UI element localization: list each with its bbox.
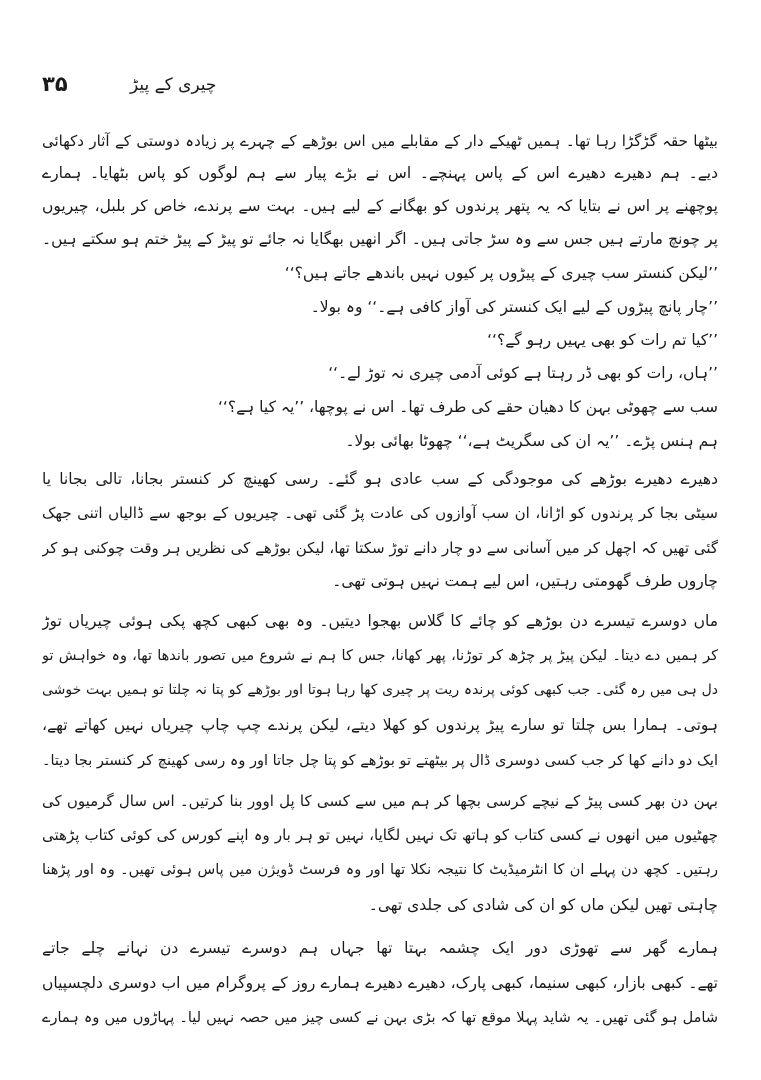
text-line: دھیرے دھیرے بوڑھے کی موجودگی کے سب عادی ہو گئے۔ رسی کھینچ کر کنستر بجانا، تالی بجانا یا — [42, 470, 718, 488]
text-line: چاہتی تھیں لیکن ماں کو ان کی شادی کی جلدی تھی۔ — [368, 896, 718, 914]
text-line: ’’چار پانچ پیڑوں کے لیے ایک کنستر کی آواز کافی ہے۔‘‘ وہ بولا۔ — [310, 298, 718, 316]
text-line: ماں دوسرے تیسرے دن بوڑھے کو چائے کا گلاس بھجوا دیتیں۔ وہ بھی کبھی کچھ پکی ہوئی چیریاں توڑ — [42, 612, 718, 630]
running-title: چیری کے پیڑ — [130, 75, 217, 95]
text-line: سب سے چھوٹی بہن کا دھیان حقے کی طرف تھا۔ اس نے پوچھا، ’’یہ کیا ہے؟‘‘ — [218, 398, 718, 416]
text-line: چاروں طرف گھومتی رہتیں، اس لیے ہمت نہیں ہوتی تھی۔ — [332, 572, 718, 590]
text-line: کر ہمیں دے دیتا۔ لیکن پیڑ پر چڑھ کر توڑنا، پھر کھانا، جس کا ہم نے شروع میں تصور باندھا تھا، وہ خواہش تو — [42, 648, 718, 664]
text-line: پر چونچ مارتے ہیں جس سے وہ سڑ جاتی ہیں۔ اگر انھیں بھگایا نہ جائے تو پیڑ کے پیڑ ختم ہو سکتے ہیں۔ — [42, 230, 718, 248]
text-line: ’’لیکن کنستر سب چیری کے پیڑوں پر کیوں نہیں باندھے جاتے ہیں؟‘‘ — [284, 264, 718, 282]
text-line: دیے۔ ہم دھیرے دھیرے اس کے پاس پہنچے۔ اس نے بڑے پیار سے ہم لوگوں کو پاس بٹھایا۔ ہمارے — [42, 164, 718, 182]
text-line: ایک دو دانے کھا کر جب کسی دوسری ڈال پر بیٹھتے تو بوڑھے کو پتا چل جاتا اور وہ رسی کھینچ کر کنستر بجا دیتا۔ — [42, 753, 718, 769]
text-line: گئی تھیں کہ اچھل کر میں آسانی سے دو چار دانے توڑ سکتا تھا، لیکن بوڑھے کی نظریں ہر وقت چوکنی ہو کر — [42, 539, 718, 557]
text-line: سیٹی بجا کر پرندوں کو اڑانا، ان سب آوازوں کی عادت پڑ گئی تھی۔ چیریوں کے بوجھ سے ڈالیاں اتنی جھک — [42, 504, 718, 522]
text-line: بہن دن بھر کسی پیڑ کے نیچے کرسی بچھا کر ہم میں سے کسی کا پل اوور بنا کرتیں۔ اس سال گرمیوں کی — [42, 792, 718, 810]
text-line: رہتیں۔ کچھ دن پہلے ان کا انٹرمیڈیٹ کا نتیجہ نکلا تھا اور وہ فرسٹ ڈویژن میں پاس ہوئی تھیں۔ وہ اور پڑھنا — [42, 862, 718, 878]
text-line: بیٹھا حقہ گڑگڑا رہا تھا۔ ہمیں ٹھیکے دار کے مقابلے میں اس بوڑھے کے چہرے پر زیادہ دوستی کے آثار دکھائی — [42, 132, 718, 150]
text-line: دل ہی میں رہ گئی۔ جب کبھی کوئی پرندہ ریت پر چیری کھا رہا ہوتا اور بوڑھے کو پتا نہ چلتا تو ہمیں بہت خوشی — [42, 682, 718, 698]
text-line: ہم ہنس پڑے۔ ’’یہ ان کی سگریٹ ہے،‘‘ چھوٹا بھائی بولا۔ — [345, 432, 718, 450]
text-line: ہوتی۔ ہمارا بس چلتا تو سارے پیڑ پرندوں کو کھلا دیتے، لیکن پرندے چپ چاپ چیریاں نہیں کھاتے تھے، — [42, 716, 718, 734]
text-line: پوچھنے پر اس نے بتایا کہ یہ پتھر پرندوں کو بھگانے کے لیے ہیں۔ بہت سے پرندے، خاص کر بلبل، چیریوں — [42, 197, 718, 215]
text-line: ’’ہاں، رات کو بھی ڈر رہتا ہے کوئی آدمی چیری نہ توڑ لے۔‘‘ — [328, 364, 718, 382]
text-line: شامل ہو گئی تھیں۔ یہ شاید پہلا موقع تھا کہ بڑی بہن نے کسی چیز میں حصہ نہیں لیا۔ پہاڑوں میں وہ ہمارے — [42, 1010, 718, 1026]
text-line: ’’کیا تم رات کو بھی یہیں رہو گے؟‘‘ — [487, 331, 718, 349]
text-line: تھے۔ کبھی بازار، کبھی سنیما، کبھی پارک، دھیرے دھیرے ہمارے روز کے پروگرام میں اب دوسری دلچسپیاں — [42, 974, 718, 992]
page-number: ۳۵ — [42, 72, 68, 96]
text-line: ہمارے گھر سے تھوڑی دور ایک چشمہ بہتا تھا جہاں ہم دوسرے تیسرے دن نہانے چلے جاتے — [42, 939, 718, 957]
text-line: چھٹیوں میں انھوں نے کسی کتاب کو ہاتھ تک نہیں لگایا، نہیں تو ہر بار وہ اپنے کورس کی کوئی کتاب پڑھتی — [42, 826, 718, 844]
